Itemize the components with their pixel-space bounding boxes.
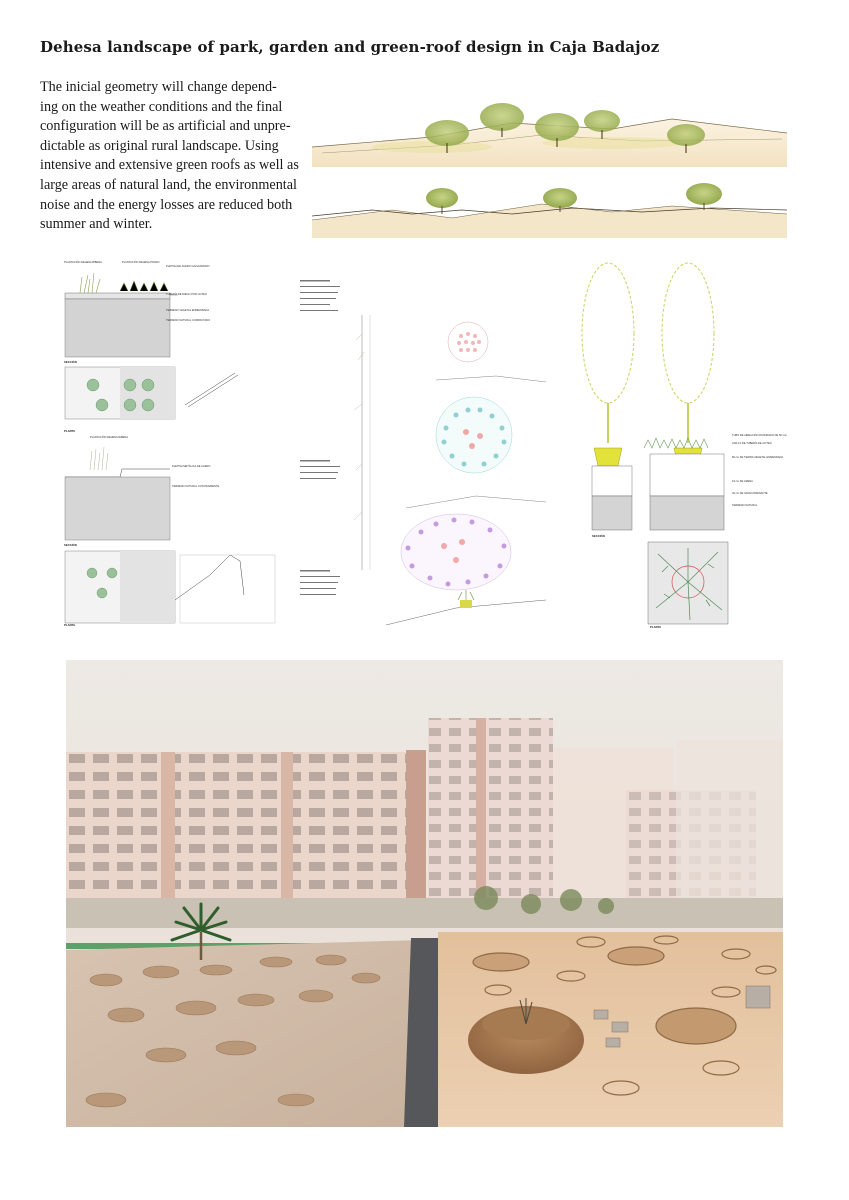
- note-text: TERRENO NATURAL CON PENDIENTE: [172, 485, 220, 488]
- site-photograph: [66, 660, 783, 1127]
- label-plantacion-3: PLANTACIÓN DEHESA RIBERA: [90, 436, 129, 439]
- note-text: 80 cm DE TIERRA VEGETAL ENMENDADA: [732, 456, 784, 459]
- intro-line: The inicial geometry will change depend-: [40, 79, 277, 95]
- planting-pattern-details: [296, 270, 552, 632]
- note-text: 15 cm DE ARENA: [732, 480, 753, 483]
- section-label: SECCIÓN: [64, 360, 77, 364]
- intro-line: ing on the weather conditions and the final: [40, 98, 283, 115]
- plan-label: PLANTA: [64, 429, 76, 433]
- intro-line: noise and the energy losses are reduced both: [40, 196, 293, 213]
- planting-circle-medium: [436, 397, 512, 473]
- intro-line: configuration will be as artificial and unpre-: [40, 118, 291, 135]
- note-text: ANILLO DE TUBERÍA DE GOTEO: [732, 442, 772, 445]
- page-title: Dehesa landscape of park, garden and green-roof design in Caja Badajoz: [40, 38, 660, 56]
- tree-pit-details: [578, 258, 787, 630]
- note-text: TERRENO NATURAL COMPACTADO: [166, 319, 211, 322]
- intro-line: large areas of natural land, the environmental: [40, 176, 297, 193]
- plan-label: PLANTA: [64, 623, 76, 627]
- landscape-section-sketch: [312, 180, 787, 238]
- intro-line: dictable as original rural landscape. Using: [40, 137, 279, 154]
- note-text: TERRENO VEGETAL ENMIENDADA: [166, 309, 210, 312]
- label-plantacion-1: PLANTACIÓN DEHESA BIBERA: [64, 261, 102, 264]
- construction-details-left: [60, 255, 280, 627]
- note-text: TERRENO NATURAL: [732, 504, 758, 507]
- note-text: PLETINA DE ACERO GALVANIZADO: [166, 265, 210, 268]
- note-text: PLETINA METÁLICA DE ACERO: [172, 465, 211, 468]
- landscape-sketch-top: [312, 95, 787, 167]
- intro-paragraph: [40, 78, 299, 235]
- note-text: TUBO DE AIREACIÓN RANURADO DE 50 mm: [732, 434, 787, 437]
- intro-line: intensive and extensive green roofs as well as: [40, 157, 299, 174]
- intro-line: summer and winter.: [40, 216, 153, 233]
- label-plantacion-2: PLANTACIÓN DEHESA PRADO: [122, 261, 160, 264]
- planting-circle-large: [401, 514, 511, 590]
- plan-label: PLANTA: [650, 625, 662, 629]
- note-text: TUBERÍA DE RIEGO POR GOTEO: [166, 293, 207, 296]
- note-text: 30 cm DE GRAVA DRENANTE: [732, 492, 768, 495]
- section-label: SECCIÓN: [64, 543, 77, 547]
- section-label: SECCIÓN: [592, 534, 605, 538]
